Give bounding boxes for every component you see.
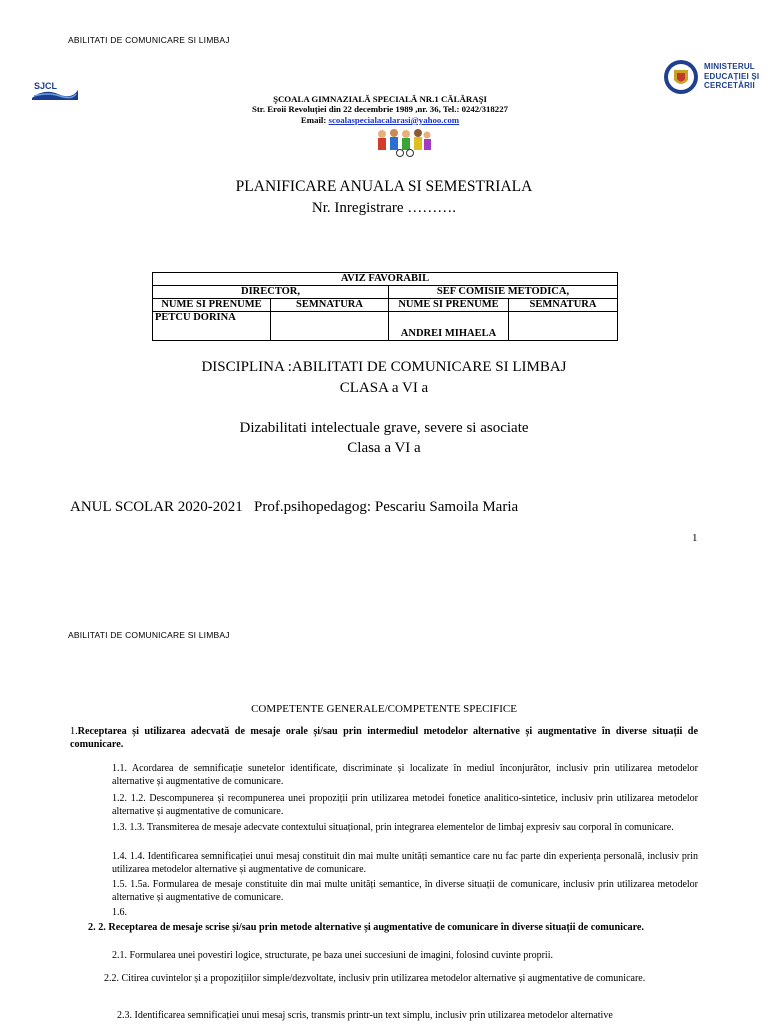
specific-competence: 2.3. Identificarea semnificației unui mesaj scris, transmis printr-un text simplu, inclusiv prin utilizarea metodelor alternative (117, 1010, 613, 1021)
running-header: ABILITATI DE COMUNICARE SI LIMBAJ (68, 35, 230, 45)
director-signature (271, 312, 389, 341)
ministry-line1: MINISTERUL (704, 62, 755, 71)
email-label: Email: (300, 115, 327, 125)
running-header-2: ABILITATI DE COMUNICARE SI LIMBAJ (68, 630, 230, 640)
school-logo-text: SJCL (34, 81, 58, 91)
general-competence-2 (88, 922, 698, 935)
competences-heading: COMPETENTE GENERALE/COMPETENTE SPECIFICE (251, 703, 517, 715)
page-number: 1 (692, 532, 698, 544)
specific-competence: 1.2. 1.2. Descompunerea și recompunerea unei propoziții prin utilizarea metodei fonetice analitico-sintetice, inclusiv prin utilizarea metodelor alternative și augmentative de comunicare. (112, 793, 698, 817)
ministry-emblem-icon (662, 58, 702, 98)
registration-number: Nr. Inregistrare ………. (311, 200, 457, 216)
specific-competence: 1.6. (112, 907, 127, 918)
school-year-teacher: ANUL SCOLAR 2020-2021 Prof.psihopedagog: Pescariu Samoila Maria (70, 499, 519, 515)
sef-name: ANDREI MIHAELA (389, 312, 509, 341)
class-label-2: Clasa a VI a (347, 440, 421, 456)
disability-description: Dizabilitati intelectuale grave, severe si asociate (239, 420, 529, 436)
discipline: DISCIPLINA :ABILITATI DE COMUNICARE SI LIMBAJ (201, 359, 567, 375)
gc2-text: Receptarea de mesaje scrise și/sau prin metode alternative și augmentative de comunicare în diverse situații de comunicare. (108, 922, 644, 933)
specific-competence: 1.1. Acordarea de semnificație sunetelor identificate, discriminate și localizate în mediul înconjurător, inclusiv prin utilizarea metodelor alternative și augmentative de comunicare. (112, 763, 698, 787)
gc1-text: Receptarea și utilizarea adecvată de mesaje orale și/sau prin intermediul metodelor alternative și augmentative în diverse situații de comunicare. (70, 726, 698, 750)
ministry-line3: CERCETĂRII (704, 81, 755, 90)
approval-table (152, 272, 618, 341)
school-logo (30, 74, 80, 106)
school-email-line (170, 115, 590, 126)
ministry-logo (662, 58, 762, 98)
gc1-prefix: 1. (70, 726, 78, 737)
specific-competence: 1.3. 1.3. Transmiterea de mesaje adecvate contextului situațional, prin integrarea elementelor de limbaj expresiv sau corporal în comunicare. (112, 822, 674, 833)
specific-competence: 1.4. 1.4. Identificarea semnificației unui mesaj constituit din mai multe unități semantice care nu fac parte din experiența personală, inclusiv prin utilizarea metodelor alternative și augmentative de comunicare. (112, 851, 698, 875)
col-sign-director: SEMNATURA (271, 299, 389, 312)
director-name: PETCU DORINA (153, 312, 271, 341)
col-name-sef: NUME SI PRENUME (389, 299, 509, 312)
specific-competence: 2.1. Formularea unei povestiri logice, structurate, pe baza unei succesiuni de imagini, folosind cuvinte proprii. (112, 950, 553, 961)
specific-competence: 1.5. 1.5a. Formularea de mesaje constituite din mai multe unități semantice, în diverse situații de comunicare, inclusiv prin utilizarea metodelor alternative și augmentative de comunicare. (112, 879, 698, 903)
school-name: ŞCOALA GIMNAZIALĂ SPECIALĂ NR.1 CĂLĂRAŞI (273, 94, 487, 104)
email-link[interactable]: scoalaspecialacalarasi@yahoo.com (328, 115, 460, 125)
gc2-prefix: 2. 2. (88, 922, 106, 933)
class-label: CLASA a VI a (339, 380, 429, 396)
general-competence-1 (70, 726, 698, 751)
document-title: PLANIFICARE ANUALA SI SEMESTRIALA (235, 178, 533, 195)
approval-heading: AVIZ FAVORABIL (153, 273, 618, 286)
children-illustration (374, 127, 432, 157)
col-name-director: NUME SI PRENUME (153, 299, 271, 312)
ministry-line2: EDUCAȚIEI ȘI (704, 71, 760, 81)
col-sign-sef: SEMNATURA (509, 299, 618, 312)
sef-signature (509, 312, 618, 341)
sef-heading: SEF COMISIE METODICA, (389, 286, 618, 299)
specific-competence: 2.2. Citirea cuvintelor și a propozițiilor simple/dezvoltate, inclusiv prin utilizarea metodelor alternative și augmentative de comunicare. (104, 973, 646, 984)
director-heading: DIRECTOR, (153, 286, 389, 299)
school-address: Str. Eroii Revoluției din 22 decembrie 1989 ,nr. 36, Tel.: 0242/318227 (251, 104, 508, 114)
